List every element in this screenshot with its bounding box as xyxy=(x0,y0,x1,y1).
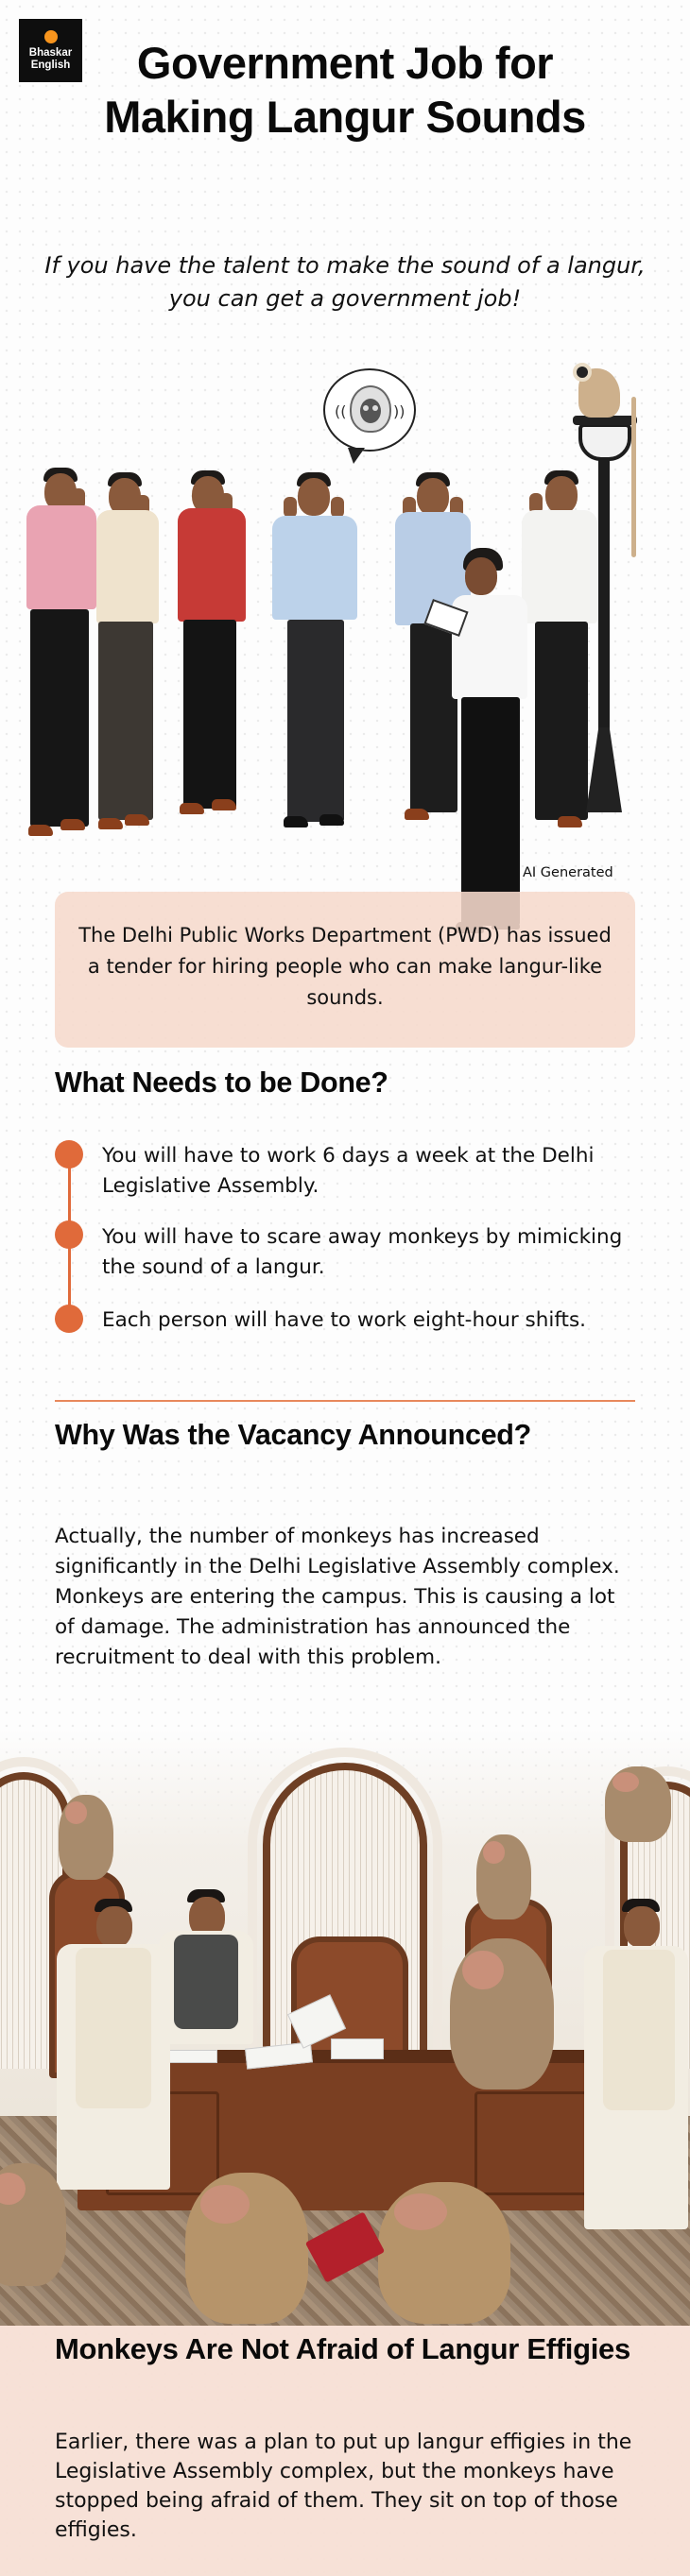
monkey-on-chair xyxy=(59,1795,113,1880)
list-item: You will have to work 6 days a week at the Delhi Legislative Assembly. xyxy=(102,1144,595,1198)
section-heading-what-needs: What Needs to be Done? xyxy=(55,1066,388,1099)
section-heading-effigies: Monkeys Are Not Afraid of Langur Effigies xyxy=(55,2332,630,2365)
bullet-dot-icon xyxy=(55,1220,83,1249)
section-heading-why-vacancy: Why Was the Vacancy Announced? xyxy=(55,1419,531,1451)
brand-logo xyxy=(19,19,82,82)
monkey-on-desk xyxy=(450,1938,554,2090)
ai-generated-label: AI Generated xyxy=(523,865,613,880)
monkey-on-floor xyxy=(0,2163,66,2286)
list-item: Each person will have to work eight-hour shifts. xyxy=(102,1308,586,1332)
effigies-paragraph: Earlier, there was a plan to put up langur effigies in the Legislative Assembly complex, but the monkeys have stopped being afraid of them. They sit on top of those effigies. xyxy=(55,2431,632,2542)
section-divider xyxy=(55,1400,635,1402)
monkey-jumping xyxy=(605,1766,671,1842)
why-vacancy-paragraph: Actually, the number of monkeys has increased significantly in the Delhi Legislative Assembly complex. Monkeys are entering the campus. This is causing a lot of damage. The administration has announced the recruitment to deal with this problem. xyxy=(55,1525,620,1669)
illustration-assembly-monkeys xyxy=(0,1729,690,2326)
monkey-on-chair xyxy=(476,1834,531,1919)
callout-text: The Delhi Public Works Department (PWD) has issued a tender for hiring people who can make langur-like sounds. xyxy=(78,924,612,1009)
monkey-tugging-book xyxy=(378,2182,510,2324)
monkey-tugging-book xyxy=(185,2173,308,2324)
logo-dot-icon xyxy=(44,30,58,43)
pwd-tender-callout xyxy=(55,892,635,1048)
sound-wave-right-icon: )) xyxy=(393,402,405,420)
page-title: Government Job for Making Langur Sounds xyxy=(104,38,586,142)
speech-bubble xyxy=(323,368,416,452)
bullet-dot-icon xyxy=(55,1140,83,1169)
illustration-shouting-men xyxy=(0,359,690,883)
page-subtitle: If you have the talent to make the sound of a langur, you can get a government job! xyxy=(44,252,646,312)
street-lamp-icon xyxy=(578,423,631,461)
bullet-dot-icon xyxy=(55,1305,83,1333)
sound-wave-left-icon: (( xyxy=(335,402,347,420)
langur-face-icon xyxy=(350,385,391,433)
list-item: You will have to scare away monkeys by mimicking the sound of a langur. xyxy=(102,1225,623,1279)
logo-text: Bhaskar English xyxy=(28,46,73,71)
